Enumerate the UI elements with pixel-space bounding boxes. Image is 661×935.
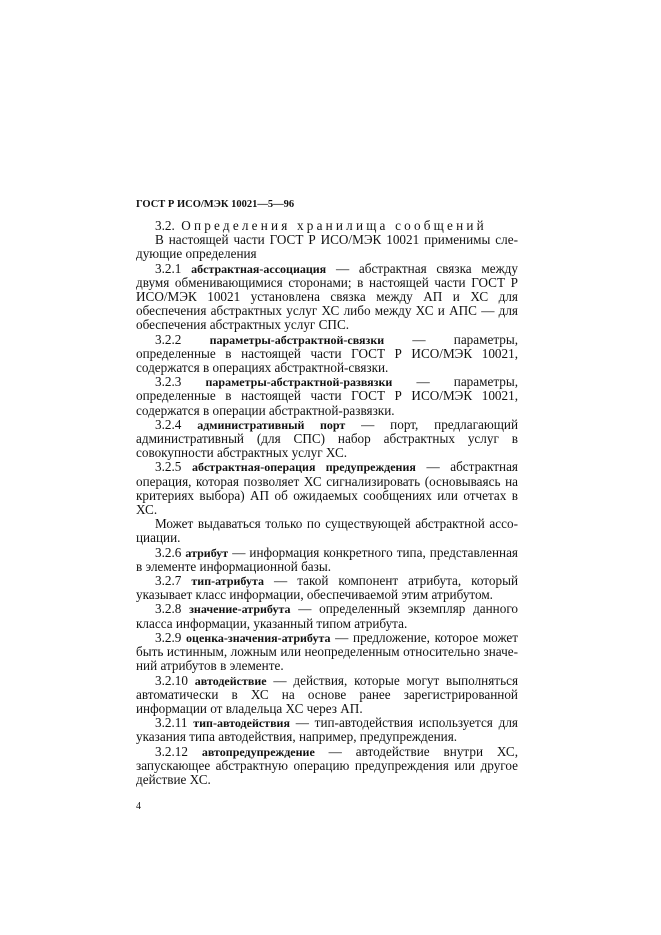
definition-term: атрибут (185, 545, 229, 560)
definition-paragraph (136, 517, 518, 545)
definition-term: оценка-значения-атрибута (186, 630, 331, 645)
definition-term: абстрактная-операция предупреждения (191, 460, 416, 475)
definition-term: тип-атрибута (191, 574, 265, 589)
page-number: 4 (136, 801, 141, 813)
definition-text: — параметры, определенные в настоящей части ГОСТ Р ИСО/МЭК 10021, содержатся в операции абстрактной-развязки. (136, 374, 519, 418)
definition-paragraph (136, 574, 518, 602)
definition-term: параметры-абстрактной-развязки (205, 375, 393, 390)
definition-text: — информация конкретного типа, представленная в элементе информационной базы. (136, 544, 518, 574)
definition-text: — тип-автодействия используется для указания типа автодействия, например, предупреждения. (136, 715, 518, 745)
section-title-text: Определения хранилища сообщений (181, 218, 487, 233)
definition-text: — такой компонент атрибута, который указывает класс информации, обеспечиваемой этим атрибутом. (136, 573, 519, 603)
definition-paragraph (136, 631, 518, 674)
definition-number: 3.2.8 (155, 601, 182, 617)
document-page (136, 198, 518, 813)
definition-term: тип-автодействия (193, 716, 290, 731)
definition-number: 3.2.6 (155, 544, 182, 560)
definition-paragraph (136, 716, 518, 744)
definition-term: автопредупреждение (201, 744, 315, 759)
definition-paragraph (136, 375, 518, 418)
definition-term: значение-атрибута (189, 602, 291, 617)
document-body (136, 219, 518, 787)
definition-text: — абстрактная операция, которая позволяет ХС сигнализировать (основываясь на критериях выбора) АП об ожидаемых сообщениях или отчетах в ХС. (136, 459, 518, 518)
definition-paragraph (136, 674, 518, 717)
definition-text: Может выдаваться только по существующей абстрактной ассоциации. (136, 516, 518, 546)
document-header: ГОСТ Р ИСО/МЭК 10021—5—96 (136, 199, 295, 210)
definition-number: 3.2.9 (155, 629, 182, 645)
definition-number: 3.2.4 (155, 416, 182, 432)
definition-number: 3.2.1 (155, 260, 182, 276)
definition-paragraph (136, 602, 518, 630)
definition-paragraph (136, 333, 518, 376)
definition-text: — действия, которые могут выполняться автоматически в ХС на основе ранее зарегистрированной информации от владельца ХС через АП. (136, 672, 519, 716)
definition-text: — предложение, которое может быть истинным, ложным или неопределенным относительно значений атрибутов в элементе. (136, 629, 518, 674)
section-number: 3.2. (155, 218, 175, 233)
definition-term: автодействие (194, 673, 267, 688)
definition-paragraph (136, 546, 518, 574)
definition-term: абстрактная-ассоциация (191, 261, 327, 276)
definition-paragraph (136, 262, 518, 333)
definition-number: 3.2.10 (155, 672, 188, 688)
definition-paragraph (136, 460, 518, 517)
definition-number: 3.2.11 (155, 715, 188, 731)
definition-paragraph (136, 745, 518, 788)
definition-text: — автодействие внутри ХС, запускающее абстрактную операцию предупреждения или другое действие ХС. (136, 743, 519, 787)
section-intro: В настоящей части ГОСТ Р ИСО/МЭК 10021 применимы следующие определения (136, 232, 518, 262)
definition-paragraph (136, 418, 518, 461)
definition-term: административный порт (197, 417, 346, 432)
definition-text: — абстрактная связка между двумя обменивающимися сторонами; в настоящей части ГОСТ Р ИСО/МЭК 10021 установлена связка между АП и ХС для обеспечения абстрактных услуг ХС либо между ХС и АПС — для обеспечения абстрактных услуг СПС. (136, 260, 518, 333)
definition-number: 3.2.7 (155, 573, 182, 589)
definition-text: — порт, предлагающий административный (для СПС) набор абстрактных услуг в совокупности абстрактных услуг ХС. (136, 416, 519, 461)
definition-text: — параметры, определенные в настоящей части ГОСТ Р ИСО/МЭК 10021, содержатся в операциях абстрактной-связки. (136, 331, 518, 376)
definition-number: 3.2.3 (155, 374, 182, 390)
definition-number: 3.2.5 (155, 459, 182, 475)
definition-term: параметры-абстрактной-связки (209, 332, 385, 347)
section-title (136, 219, 518, 233)
definition-text: — определенный экземпляр данного класса информации, указанный типом атрибута. (136, 601, 519, 631)
definitions-list (136, 262, 518, 788)
definition-number: 3.2.12 (155, 743, 188, 759)
definition-number: 3.2.2 (155, 331, 182, 347)
